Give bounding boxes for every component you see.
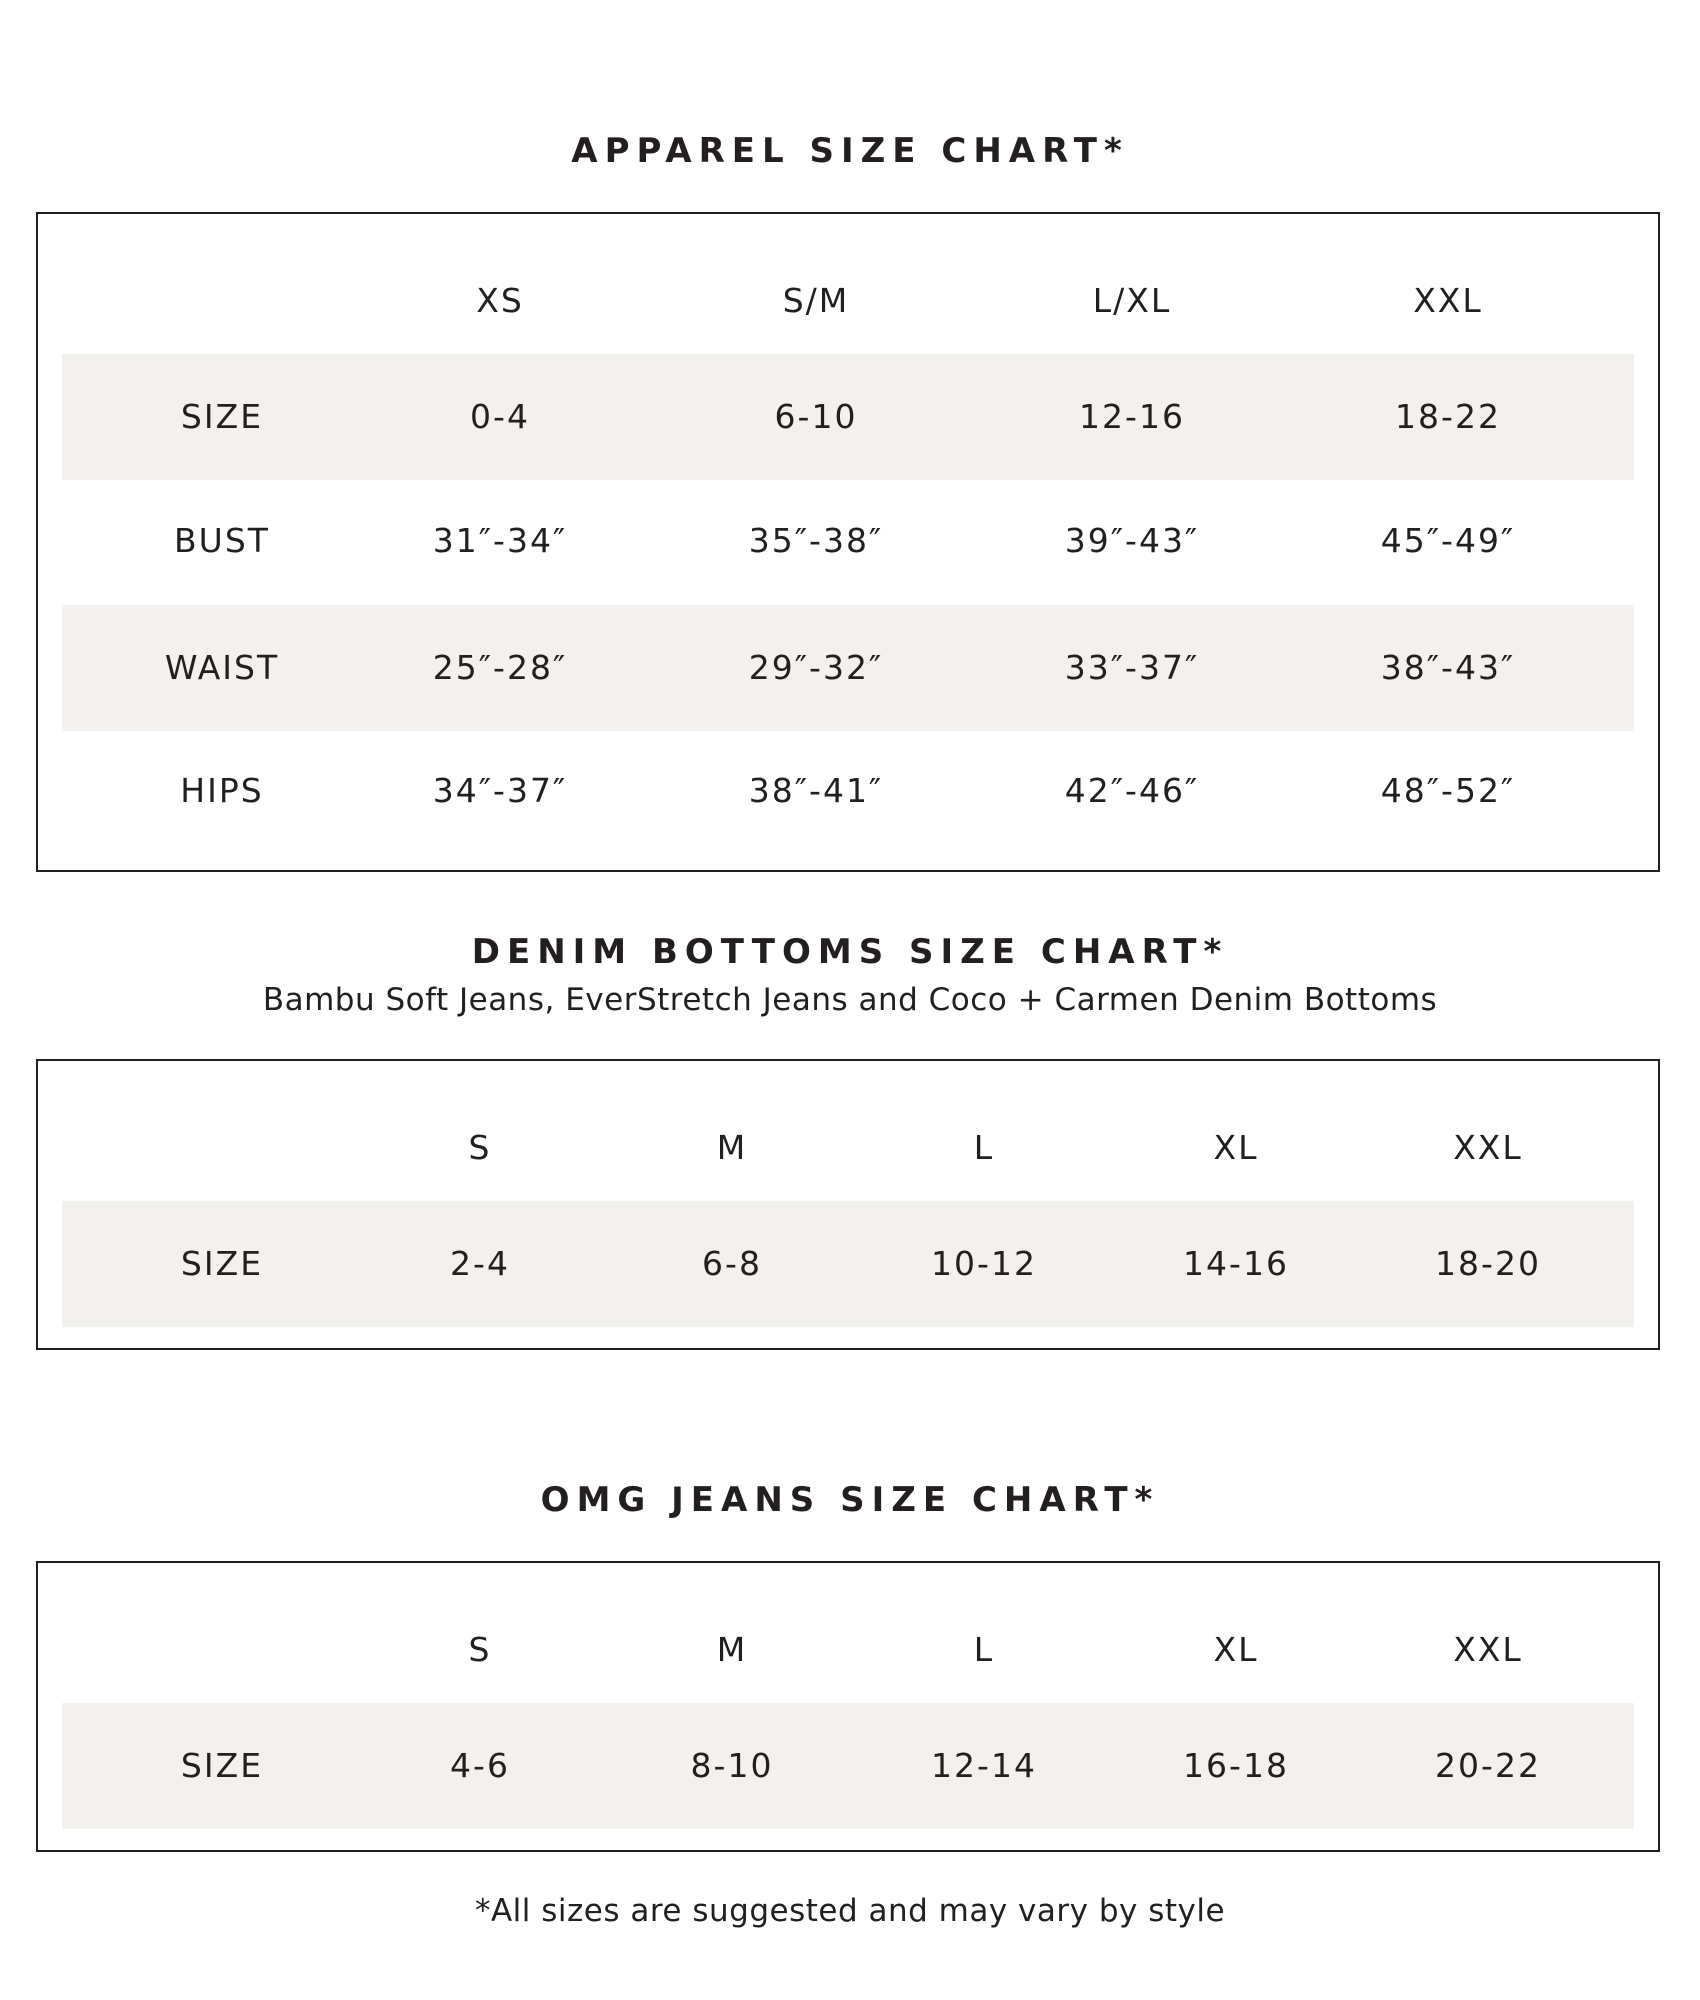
table-row-size [62, 1703, 1634, 1829]
column-header-xl: XL [1213, 1630, 1259, 1669]
column-header-s: S [468, 1128, 492, 1167]
column-header-xxl: XXL [1413, 281, 1483, 320]
table-header-row [62, 238, 1634, 364]
table-cell: 31″-34″ [432, 521, 568, 560]
apparel-size-table [36, 212, 1660, 872]
table-cell: 35″-38″ [748, 521, 884, 560]
table-cell: 39″-43″ [1064, 521, 1200, 560]
table-row-hips [62, 728, 1634, 854]
table-cell: 48″-52″ [1380, 771, 1516, 810]
row-label-waist: WAIST [164, 648, 280, 687]
table-cell: 6-10 [774, 397, 858, 436]
table-row-bust [62, 478, 1634, 604]
column-header-s: S [468, 1630, 492, 1669]
table-row-size [62, 354, 1634, 480]
table-cell: 4-6 [450, 1746, 510, 1785]
table-cell: 8-10 [690, 1746, 774, 1785]
table-cell: 42″-46″ [1064, 771, 1200, 810]
table-cell: 33″-37″ [1064, 648, 1200, 687]
size-disclaimer-footnote: *All sizes are suggested and may vary by style [474, 1893, 1226, 1929]
row-label-size: SIZE [180, 1244, 264, 1283]
table-cell: 10-12 [931, 1244, 1037, 1283]
table-header-row [62, 1587, 1634, 1713]
table-cell: 38″-41″ [748, 771, 884, 810]
column-header-l: L [973, 1630, 995, 1669]
table-cell: 45″-49″ [1380, 521, 1516, 560]
denim-chart-subtitle: Bambu Soft Jeans, EverStretch Jeans and Coco + Carmen Denim Bottoms [262, 982, 1438, 1018]
table-row-waist [62, 605, 1634, 731]
row-label-size: SIZE [180, 397, 264, 436]
row-label-bust: BUST [174, 521, 270, 560]
column-header-m: M [716, 1630, 748, 1669]
denim-size-table [36, 1059, 1660, 1350]
table-cell: 0-4 [470, 397, 530, 436]
row-label-size: SIZE [180, 1746, 264, 1785]
column-header-xl: XL [1213, 1128, 1259, 1167]
table-cell: 6-8 [702, 1244, 762, 1283]
table-cell: 20-22 [1435, 1746, 1541, 1785]
table-cell: 18-22 [1395, 397, 1501, 436]
table-cell: 12-16 [1079, 397, 1185, 436]
table-cell: 14-16 [1183, 1244, 1289, 1283]
table-cell: 12-14 [931, 1746, 1037, 1785]
omg-size-table [36, 1561, 1660, 1852]
table-cell: 25″-28″ [432, 648, 568, 687]
column-header-xxl: XXL [1453, 1630, 1523, 1669]
row-label-hips: HIPS [180, 771, 264, 810]
column-header-xxl: XXL [1453, 1128, 1523, 1167]
column-header-s-m: S/M [782, 281, 850, 320]
table-cell: 38″-43″ [1380, 648, 1516, 687]
table-cell: 18-20 [1435, 1244, 1541, 1283]
table-cell: 16-18 [1183, 1746, 1289, 1785]
column-header-l: L [973, 1128, 995, 1167]
table-cell: 2-4 [450, 1244, 510, 1283]
denim-chart-title: DENIM BOTTOMS SIZE CHART* [471, 932, 1229, 972]
apparel-chart-title: APPAREL SIZE CHART* [571, 131, 1129, 171]
table-header-row [62, 1085, 1634, 1211]
table-row-size [62, 1201, 1634, 1327]
table-cell: 29″-32″ [748, 648, 884, 687]
column-header-xs: XS [476, 281, 524, 320]
column-header-m: M [716, 1128, 748, 1167]
omg-chart-title: OMG JEANS SIZE CHART* [540, 1480, 1160, 1520]
column-header-l-xl: L/XL [1092, 281, 1172, 320]
table-cell: 34″-37″ [432, 771, 568, 810]
